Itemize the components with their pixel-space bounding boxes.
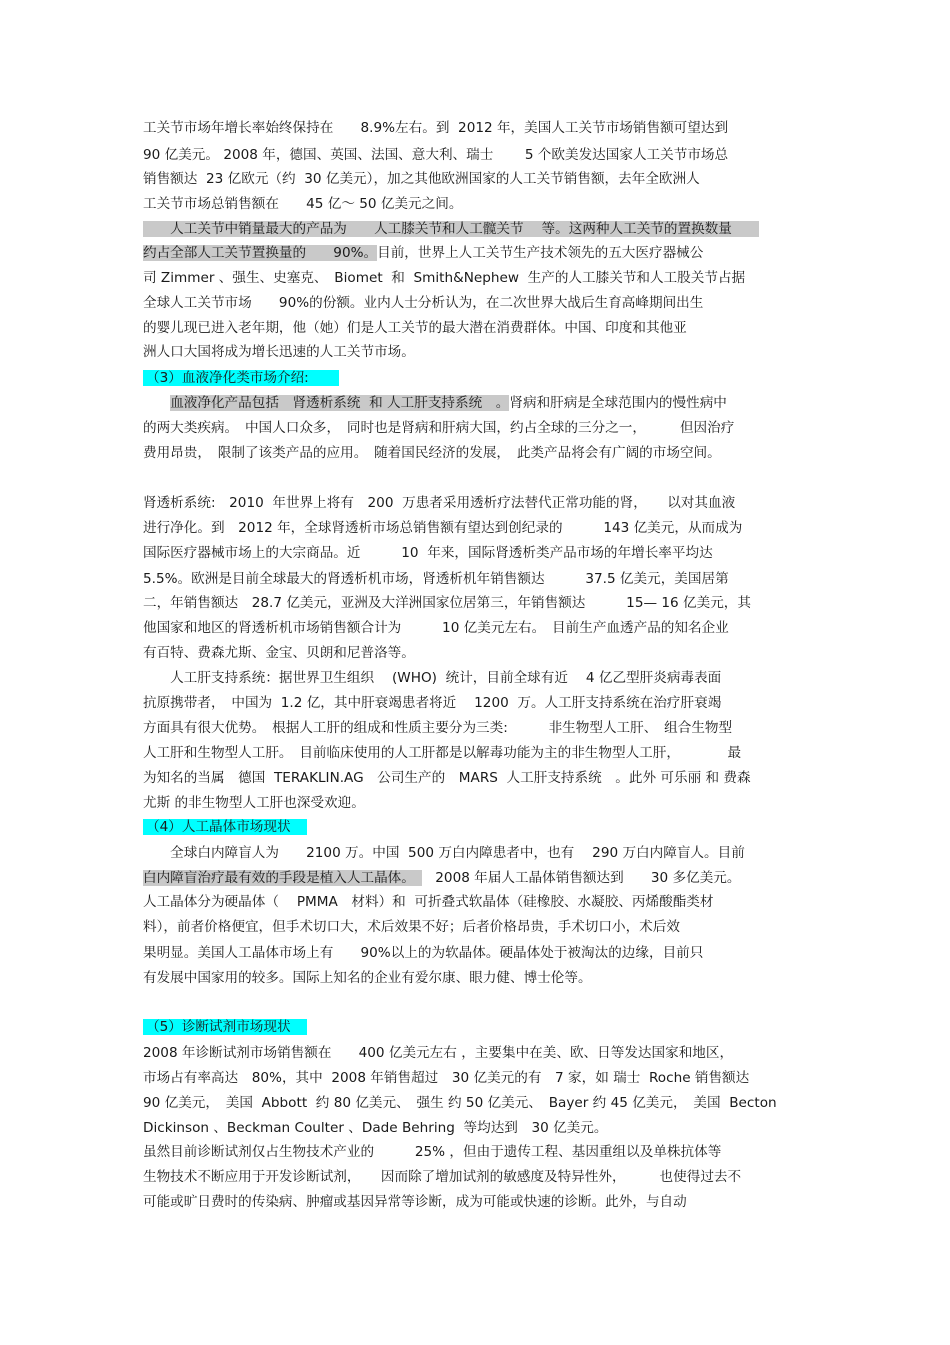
text-line: 人工晶体分为硬晶体（ PMMA 材料）和 可折叠式软晶体（硅橡胶、水凝胶、丙烯酸酯类材 (143, 894, 714, 910)
text-line: 销售额达 23 亿欧元（约 30 亿美元），加之其他欧洲国家的人工关节销售额，去年全欧洲人 (143, 171, 700, 187)
text-line: 全球人工关节市场 90%的份额。业内人士分析认为，在二次世界大战后生育高峰期间出生 (143, 295, 704, 311)
text-line: 料），前者价格便宜，但手术切口大，术后效果不好；后者价格昂贵，手术切口小，术后效 (143, 919, 680, 935)
text-line: 工关节市场年增长率始终保持在 8.9%左右。到 2012 年，美国人工关节市场销售额可望达到 (143, 120, 729, 136)
text-line: 人工肝支持系统：据世界卫生组织 (WHO) 统计，目前全球有近 4 亿乙型肝炎病毒表面 (143, 670, 722, 686)
text-line: 抗原携带者， 中国为 1.2 亿，其中肝衰竭患者将近 1200 万。人工肝支持系统在治疗肝衰竭 (143, 695, 722, 711)
highlighted-text: 人工关节中销量最大的产品为 人工膝关节和人工髋关节 等。这两种人工关节的置换数量 (143, 221, 760, 237)
section-heading (143, 1017, 307, 1037)
text-line: 白内障盲治疗最有效的手段是植入人工晶体。 2008 年届人工晶体销售额达到 30 多亿美元。 (143, 870, 741, 886)
text-line: 人工肝和生物型人工肝。 目前临床使用的人工肝都是以解毒功能为主的非生物型人工肝， 最 (143, 745, 742, 761)
text-line: 洲人口大国将成为增长迅速的人工关节市场。 (143, 344, 415, 360)
text-line (143, 219, 759, 239)
text-line: Dickinson 、Beckman Coulter 、Dade Behring 等均达到 30 亿美元。 (143, 1120, 608, 1136)
text-line: 果明显。美国人工晶体市场上有 90%以上的为软晶体。硬晶体处于被淘汰的边缘，目前只 (143, 945, 704, 961)
text-line: 司 Zimmer 、强生、史塞克、 Biomet 和 Smith&Nephew 生产的人工膝关节和人工股关节占据 (143, 270, 746, 286)
text-line: 血液净化产品包括 肾透析系统 和 人工肝支持系统 。肾病和肝病是全球范围内的慢性病中 (170, 395, 727, 411)
text-line: 尤斯 的非生物型人工肝也深受欢迎。 (143, 795, 365, 811)
text-line: 约占全部人工关节置换量的 90%。目前，世界上人工关节生产技术领先的五大医疗器械公 (143, 245, 704, 261)
text-line: 的两大类疾病。 中国人口众多， 同时也是肾病和肝病大国，约占全球的三分之一， 但因治疗 (143, 420, 735, 436)
text-line: 有发展中国家用的较多。国际上知名的企业有爱尔康、眼力健、博士伦等。 (143, 970, 592, 986)
text-line: 费用昂贵， 限制了该类产品的应用。 随着国民经济的发展， 此类产品将会有广阔的市场空间。 (143, 445, 721, 461)
section-heading (143, 368, 339, 388)
highlighted-text: 白内障盲治疗最有效的手段是植入人工晶体。 (143, 870, 422, 886)
text-line: 有百特、费森尤斯、金宝、贝朗和尼普洛等。 (143, 645, 415, 661)
highlighted-text: 约占全部人工关节置换量的 90%。 (143, 245, 378, 261)
text-line: 虽然目前诊断试剂仅占生物技术产业的 25% ，但由于遗传工程、基因重组以及单株抗体等 (143, 1144, 722, 1160)
text-line: 全球白内障盲人为 2100 万。中国 500 万白内障患者中，也有 290 万白内障盲人。目前 (143, 845, 745, 861)
text-line: 生物技术不断应用于开发诊断试剂， 因而除了增加试剂的敏感度及特异性外， 也使得过去不 (143, 1169, 742, 1185)
text-line: 的婴儿现已进入老年期，他（她）们是人工关节的最大潜在消费群体。中国、印度和其他亚 (143, 320, 687, 336)
text-line: 肾透析系统: 2010 年世界上将有 200 万患者采用透析疗法替代正常功能的肾， 以对其血液 (143, 495, 736, 511)
text-line: 他国家和地区的肾透析机市场销售额合计为 10 亿美元左右。 目前生产血透产品的知名企业 (143, 620, 729, 636)
text-line: 5.5%。欧洲是目前全球最大的肾透析机市场，肾透析机年销售额达 37.5 亿美元，美国居第 (143, 571, 729, 587)
text-line: 进行净化。到 2012 年，全球肾透析市场总销售额有望达到创纪录的 143 亿美元，从而成为 (143, 520, 743, 536)
text-line: 可能或旷日费时的传染病、肿瘤或基因异常等诊断，成为可能或快速的诊断。此外，与自动 (143, 1194, 687, 1210)
text-line: 国际医疗器械市场上的大宗商品。近 10 年来，国际肾透析类产品市场的年增长率平均达 (143, 545, 713, 561)
text-line: 二，年销售额达 28.7 亿美元，亚洲及大洋洲国家位居第三，年销售额达 15— 16 亿美元，其 (143, 595, 751, 611)
text-line: 市场占有率高达 80%，其中 2008 年销售超过 30 亿美元的有 7 家，如 瑞士 Roche 销售额达 (143, 1070, 750, 1086)
section-heading-5: （5）诊断试剂市场现状 (143, 1019, 307, 1035)
highlighted-text: 血液净化产品包括 肾透析系统 和 人工肝支持系统 。 (170, 395, 510, 411)
section-heading (143, 817, 307, 837)
text-line: 90 亿美元， 美国 Abbott 约 80 亿美元、 强生 约 50 亿美元、 Bayer 约 45 亿美元， 美国 Becton (143, 1095, 777, 1111)
text-line: 工关节市场总销售额在 45 亿～ 50 亿美元之间。 (143, 196, 463, 212)
section-heading-4: （4）人工晶体市场现状 (143, 819, 307, 835)
text-line: 为知名的当属 德国 TERAKLIN.AG 公司生产的 MARS 人工肝支持系统 。此外 可乐丽 和 费森 (143, 770, 751, 786)
text-line: 方面具有很大优势。 根据人工肝的组成和性质主要分为三类: 非生物型人工肝、 组合生物型 (143, 720, 733, 736)
section-heading-3: （3）血液净化类市场介绍: (143, 370, 339, 386)
text-line: 90 亿美元。 2008 年，德国、英国、法国、意大利、瑞士 5 个欧美发达国家人工关节市场总 (143, 147, 729, 163)
text-line: 2008 年诊断试剂市场销售额在 400 亿美元左右 ，主要集中在美、欧、日等发达国家和地区， (143, 1045, 734, 1061)
